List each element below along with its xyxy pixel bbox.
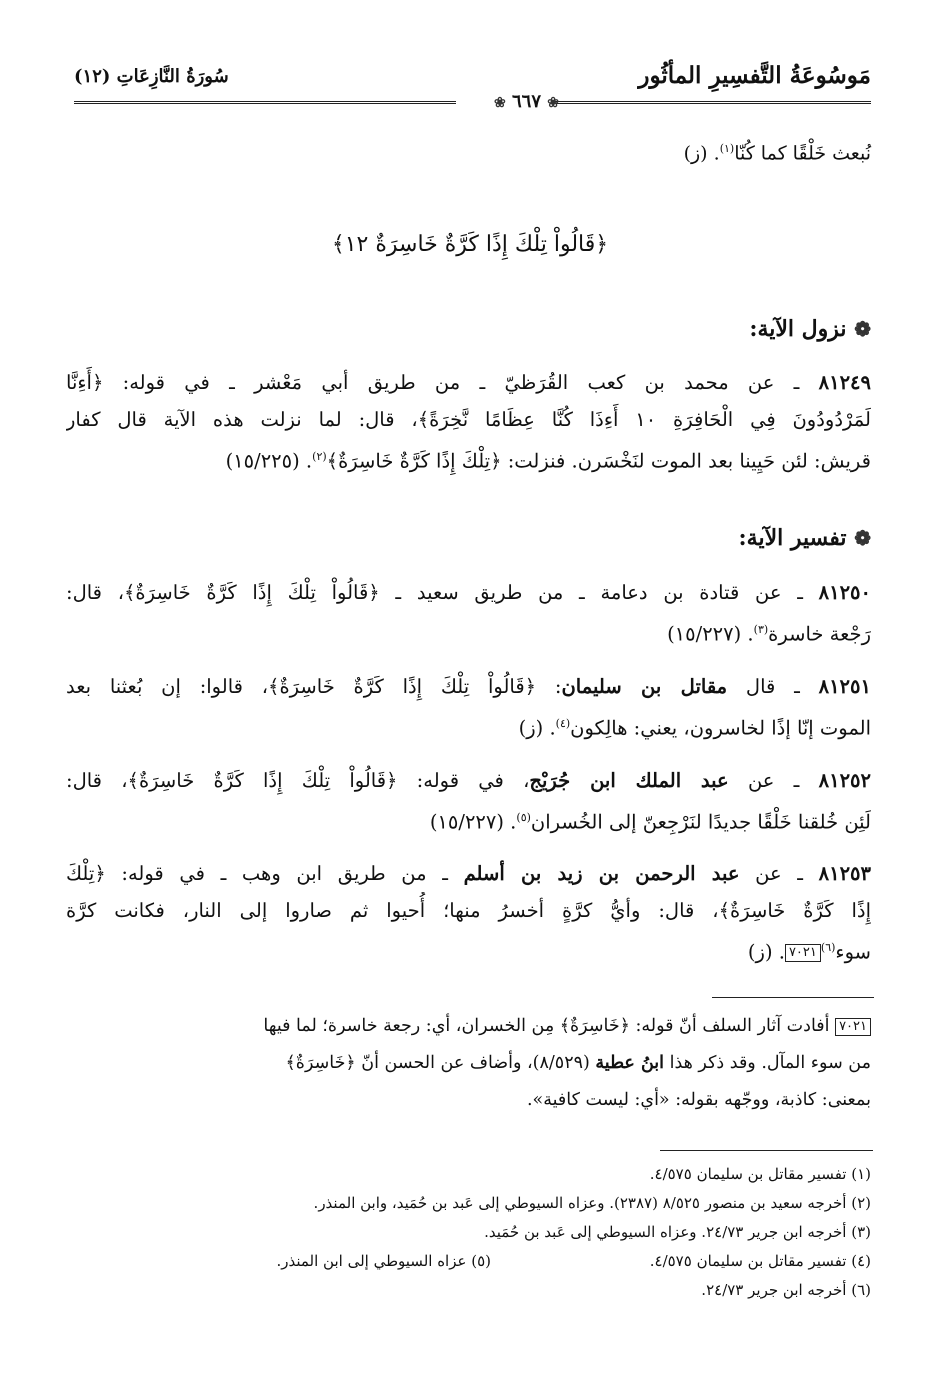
commentary-text: بمعنى: كاذبة، ووجّهه بقوله: «أي: ليست كافية». [526,1090,871,1110]
section-title-text: تفسير الآية: [738,525,847,551]
author-name: ابنُ عطية [595,1053,665,1073]
header-rule-left [74,101,456,104]
narration-text: لَمَرْدُودُونَ فِي الْحَافِرَةِ ١٠ أَءِذَا كُنَّا عِظَامًا نَّخِرَةً﴾، قال: لما نزلت هذه الآية قال كفار [66,408,871,431]
narration-text: ـ عن [728,769,819,792]
footnotes [66,1160,871,1305]
footnote-ref: (٥) [516,811,531,824]
page-number-block [474,91,579,112]
intro-tail: . (ز) [683,142,720,165]
narration-81249 [66,364,871,475]
header-rule [74,91,871,114]
footnote-4: (٤) تفسير مقاتل بن سليمان ٤/٥٧٥. [649,1252,871,1270]
ornament-icon: ❀ [547,95,560,111]
commentary-separator [712,997,874,998]
narration-text: : ﴿قَالُواْ تِلْكَ إِذًا كَرَّةٌ خَاسِرَةٌ﴾، قالوا: إن بُعثنا بعد [66,675,562,698]
header-rule-right [551,101,871,104]
commentary-text: (٨/٥٢٩)، وأضاف عن الحسن أنّ ﴿خَاسِرَةٌ﴾ [285,1053,596,1073]
narration-number: ٨١٢٥٢ [818,769,871,792]
intro-line [684,142,871,164]
page-number: ٦٦٧ [511,91,541,112]
narration-81250 [66,574,871,648]
narration-81251 [66,668,871,742]
narration-text: ـ قال [727,675,819,698]
narration-81253 [66,855,871,966]
ayah-heading: ﴿قَالُواْ تِلْكَ إِذًا كَرَّةٌ خَاسِرَةٌ ١٢﴾ [331,232,609,257]
footnotes-separator [660,1150,873,1151]
footnote-5: (٥) عزاه السيوطي إلى ابن المنذر. [276,1252,491,1270]
narration-source: . (ز) [518,716,556,740]
footnote-ref: (٢) [312,450,327,463]
narration-text: ـ عن [739,862,819,885]
footnote-row-4-5 [66,1247,871,1276]
narration-source: . (١٥/٢٢٧) [429,810,517,834]
narration-number: ٨١٢٤٩ [818,371,871,394]
commentary-text: أفادت آثار السلف أنّ قوله: ﴿خَاسِرَةٌ﴾ مِن الخسران، أي: رجعة خاسرة؛ لما فيها [263,1016,836,1036]
footnote-ref: (٣) [753,623,769,636]
surah-label: سُورَةُ النَّازِعَاتِ (١٢) [74,66,229,87]
section-title-text: نزول الآية: [749,316,847,342]
commentary-text: من سوء المآل. وقد ذكر هذا [664,1053,871,1073]
narration-text: قريش: لئن حَيِينا بعد الموت لنَخْسَرن. فنزلت: ﴿تِلْكَ إِذًا كَرَّةٌ خَاسِرَةٌ﴾ [326,449,871,473]
narration-81252 [66,762,871,836]
narrator-name: عبد الملك ابن جُرَيْج [529,769,729,792]
narration-text: ـ عن محمد بن كعب القُرَظيّ ـ من طريق أبي مَعْشر ـ في قوله: ﴿أَءِنَّا [66,371,819,394]
narration-text: إِذًا كَرَّةٌ خَاسِرَةٌ﴾، قال: وأيُّ كرَّةٍ أخسرُ منها؛ أُحيوا ثم صاروا إلى النار، فكانت كرَّة [66,899,871,922]
footnote-ref: (٤) [555,717,571,730]
footnote-3: (٣) أخرجه ابن جرير ٢٤/٧٣. وعزاه السيوطي إلى عَبد بن حُمَيد. [484,1223,871,1241]
narration-number: ٨١٢٥١ [818,675,871,698]
ornament-icon: ❀ [493,95,506,111]
narration-source: . (ز) [747,940,785,964]
narration-text: لَئِن خُلقنا خَلْقًا جديدًا لنَرْجِعنّ إلى الخُسران [530,810,871,834]
commentary-ref-box: ٧٠٢١ [835,1018,871,1036]
footnote-2: (٢) أخرجه سعيد بن منصور ٨/٥٢٥ (٢٣٨٧). وعزاه السيوطي إلى عَبد بن حُمَيد، وابن المنذر. [313,1194,871,1212]
narration-number: ٨١٢٥٣ [818,862,871,885]
section-title-tafsir [739,525,871,551]
narration-text: الموت إنّا إذًا لخاسرون، يعني: هالِكون [570,716,871,740]
section-title-nuzul [749,316,871,342]
intro-text: نُبعث خَلْقًا كما كُنّا [734,142,871,165]
narration-source: . (١٥/٢٢٥) [225,449,313,473]
book-title: مَوسُوعَةُ التَّفسِيرِ المأثُور [638,62,871,89]
footnote-ref: (٦) [820,941,836,954]
narrator-name: مقاتل بن سليمان [561,675,728,698]
flower-icon: ❁ [854,526,871,550]
footnote-ref: (١) [719,142,735,155]
narration-text: ـ من طريق ابن وهب ـ في قوله: ﴿تِلْكَ [66,862,464,885]
narration-number: ٨١٢٥٠ [818,581,871,604]
narrator-name: عبد الرحمن بن زيد بن أسلم [463,862,740,885]
footnote-6: (٦) أخرجه ابن جرير ٢٤/٧٣. [701,1281,871,1299]
narration-text: سوء [835,940,871,964]
narration-source: . (١٥/٢٢٧) [667,622,754,646]
commentary-note [66,1008,871,1119]
narration-text: ، في قوله: ﴿قَالُواْ تِلْكَ إِذًا كَرَّةٌ خَاسِرَةٌ﴾، قال: [66,769,530,792]
flower-icon: ❁ [854,317,871,341]
footnote-1: (١) تفسير مقاتل بن سليمان ٤/٥٧٥. [649,1165,871,1183]
commentary-ref-box: ٧٠٢١ [785,944,821,962]
narration-text: ـ عن قتادة بن دعامة ـ من طريق سعيد ـ ﴿قَالُواْ تِلْكَ إِذًا كَرَّةٌ خَاسِرَةٌ﴾، قال: [66,581,819,604]
narration-text: رَجْعة خاسرة [768,622,871,646]
